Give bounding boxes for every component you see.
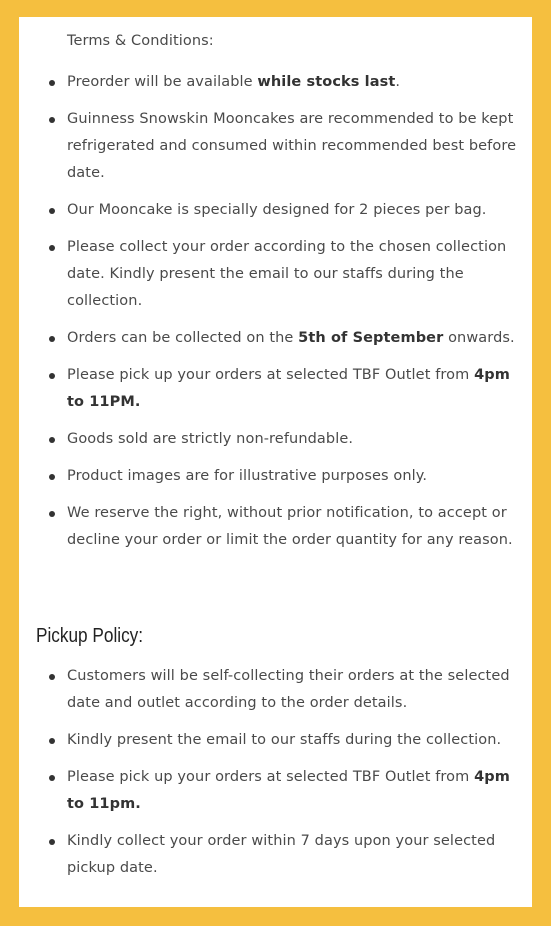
pickup-item <box>67 828 519 882</box>
terms-item <box>67 197 519 224</box>
terms-item-bold: while stocks last <box>257 74 396 90</box>
pickup-item <box>67 727 519 754</box>
terms-item <box>67 234 519 315</box>
terms-item-text-after: . <box>395 74 401 90</box>
terms-item-text: Preorder will be available <box>67 74 258 90</box>
terms-item-text: Our Mooncake is specially designed for 2 pieces per bag. <box>67 202 487 218</box>
terms-item-bold: 5th of September <box>298 330 444 346</box>
terms-item-text: Please collect your order according to the chosen collection date. Kindly present the email to our staffs during the collection. <box>67 239 507 309</box>
terms-intro: Terms & Conditions: <box>67 33 214 49</box>
terms-item-text-after: onwards. <box>443 330 515 346</box>
pickup-item-text: Customers will be self-collecting their orders at the selected date and outlet according to the order details. <box>67 668 510 711</box>
terms-list <box>67 69 519 564</box>
pickup-item-text: Kindly present the email to our staffs during the collection. <box>67 732 502 748</box>
pickup-item-text: Please pick up your orders at selected TBF Outlet from <box>67 769 475 785</box>
terms-item-text: We reserve the right, without prior notification, to accept or decline your order or limit the order quantity for any reason. <box>67 505 513 548</box>
terms-item-text: Product images are for illustrative purposes only. <box>67 468 428 484</box>
terms-item-text: Guinness Snowskin Mooncakes are recommended to be kept refrigerated and consumed within recommended best before date. <box>67 111 517 181</box>
pickup-item-text: Kindly collect your order within 7 days upon your selected pickup date. <box>67 833 496 876</box>
terms-item <box>67 69 519 96</box>
content-panel <box>19 17 532 907</box>
terms-item <box>67 362 519 416</box>
terms-item-bold: 4pm to 11PM. <box>67 367 510 410</box>
terms-item <box>67 426 519 453</box>
pickup-policy-heading: Pickup Policy: <box>36 625 144 647</box>
terms-item <box>67 106 519 187</box>
pickup-item <box>67 663 519 717</box>
terms-item-text: Please pick up your orders at selected TBF Outlet from <box>67 367 475 383</box>
terms-item <box>67 463 519 490</box>
pickup-item <box>67 764 519 818</box>
terms-item-text: Orders can be collected on the <box>67 330 299 346</box>
terms-item <box>67 325 519 352</box>
pickup-item-bold: 4pm to 11pm. <box>67 769 510 812</box>
pickup-list <box>67 663 519 882</box>
terms-item <box>67 500 519 554</box>
terms-item-text: Goods sold are strictly non-refundable. <box>67 431 354 447</box>
